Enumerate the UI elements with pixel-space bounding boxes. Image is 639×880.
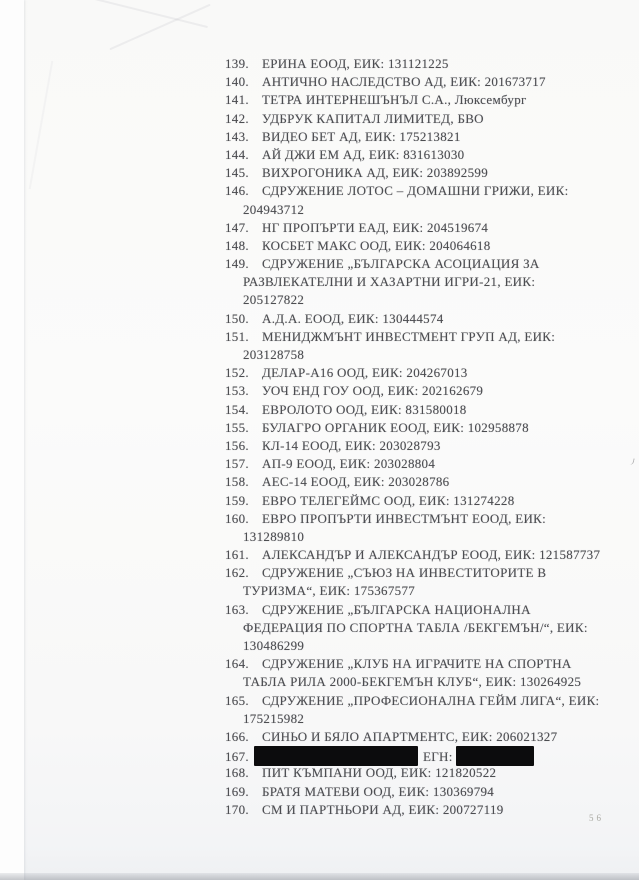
- list-item: [0, 801, 639, 819]
- entry-text: 130486299: [243, 638, 305, 653]
- list-item: [0, 237, 639, 255]
- entry-number: 153.: [225, 383, 249, 399]
- entry-text: СДРУЖЕНИЕ „СЪЮЗ НА ИНВЕСТИТОРИТЕ В: [262, 565, 547, 581]
- scan-bottom-edge: [0, 873, 639, 880]
- entry-text: СДРУЖЕНИЕ ЛОТОС – ДОМАШНИ ГРИЖИ, ЕИК:: [262, 183, 569, 199]
- entry-text: 203128758: [243, 347, 305, 362]
- list-item: [0, 219, 639, 237]
- entry-text: ЕРИНА ЕООД, ЕИК: 131121225: [262, 56, 449, 71]
- list-item: [0, 510, 639, 528]
- entry-text: УОЧ ЕНД ГОУ ООД, ЕИК: 202162679: [262, 383, 484, 399]
- list-item: [0, 164, 639, 182]
- entry-number: 156.: [225, 437, 249, 453]
- entry-text: БУЛАГРО ОРГАНИК ЕООД, ЕИК: 102958878: [262, 419, 529, 435]
- entry-number: 168.: [225, 765, 249, 781]
- entry-text: РАЗВЛЕКАТЕЛНИ И ХАЗАРТНИ ИГРИ-21, ЕИК:: [243, 274, 536, 290]
- entry-text: АП-9 ЕООД, ЕИК: 203028804: [262, 456, 436, 472]
- list-item: [0, 128, 639, 146]
- list-item-continuation: [0, 346, 639, 364]
- list-item: [0, 73, 639, 91]
- entry-number: 169.: [225, 783, 249, 799]
- entry-text: СДРУЖЕНИЕ „ПРОФЕСИОНАЛНА ГЕЙМ ЛИГА“, ЕИК:: [262, 692, 600, 708]
- entry-number: 149.: [225, 256, 249, 272]
- entry-number: 170.: [225, 801, 249, 817]
- entry-text: АЙ ДЖИ ЕМ АД, ЕИК: 831613030: [262, 146, 465, 162]
- entry-text: ПИТ КЪМПАНИ ООД, ЕИК: 121820522: [262, 765, 497, 781]
- list-item: [0, 255, 639, 273]
- company-list: [0, 55, 639, 819]
- entry-number: 141.: [225, 92, 249, 108]
- entry-number: 158.: [225, 474, 249, 490]
- entry-number: 161.: [225, 547, 249, 563]
- list-item: [0, 419, 639, 437]
- list-item-continuation: [0, 528, 639, 546]
- entry-text: СДРУЖЕНИЕ „КЛУБ НА ИГРАЧИТЕ НА СПОРТНА: [262, 656, 572, 672]
- list-item: [0, 601, 639, 619]
- entry-text: ВИХРОГОНИКА АД, ЕИК: 203892599: [262, 165, 489, 181]
- list-item: [0, 382, 639, 400]
- egn-label: ЕГН:: [423, 749, 453, 765]
- list-item: [0, 564, 639, 582]
- entry-text: 131289810: [243, 528, 305, 544]
- list-item: [0, 783, 639, 801]
- entry-number: 142.: [225, 110, 249, 126]
- list-item: [0, 692, 639, 710]
- entry-number: 157.: [225, 456, 249, 472]
- list-item: [0, 55, 639, 73]
- list-item: [0, 746, 639, 764]
- entry-number: 147.: [225, 219, 249, 235]
- list-item: [0, 728, 639, 746]
- entry-text: АЕС-14 ЕООД, ЕИК: 203028786: [262, 474, 450, 490]
- list-item-continuation: [0, 291, 639, 309]
- list-item: [0, 91, 639, 109]
- entry-number: 146.: [225, 183, 249, 199]
- entry-number: 163.: [225, 601, 249, 617]
- entry-text: ЕВРО ТЕЛЕГЕЙМС ООД, ЕИК: 131274228: [262, 492, 515, 508]
- list-item: [0, 110, 639, 128]
- entry-number: 167.: [225, 749, 249, 765]
- entry-number: 144.: [225, 146, 249, 162]
- entry-number: 159.: [225, 492, 249, 508]
- entry-number: 165.: [225, 692, 249, 708]
- entry-text: 205127822: [243, 292, 305, 308]
- entry-number: 164.: [225, 656, 249, 672]
- redaction-bar: [456, 746, 534, 766]
- list-item: [0, 364, 639, 382]
- entry-text: АЛЕКСАНДЪР И АЛЕКСАНДЪР ЕООД, ЕИК: 121587737: [262, 547, 601, 563]
- entry-number: 140.: [225, 74, 249, 90]
- entry-number: 139.: [225, 56, 249, 71]
- list-item: [0, 492, 639, 510]
- entry-text: 204943712: [243, 201, 305, 217]
- entry-text: СДРУЖЕНИЕ „БЪЛГАРСКА АСОЦИАЦИЯ ЗА: [262, 256, 540, 272]
- list-item: [0, 310, 639, 328]
- redaction-bar: [254, 746, 418, 766]
- list-item-continuation: [0, 619, 639, 637]
- entry-text: А.Д.А. ЕООД, ЕИК: 130444574: [262, 310, 444, 326]
- list-item: [0, 546, 639, 564]
- entry-text: ТЕТРА ИНТЕРНЕШЪНЪЛ С.А., Люксембург: [262, 92, 527, 108]
- entry-text: СМ И ПАРТНЬОРИ АД, ЕИК: 200727119: [262, 801, 504, 817]
- list-item-continuation: [0, 201, 639, 219]
- list-item: [0, 655, 639, 673]
- entry-text: ФЕДЕРАЦИЯ ПО СПОРТНА ТАБЛА /БЕКГЕМЪН/“, ЕИК:: [243, 619, 588, 635]
- list-item: [0, 146, 639, 164]
- entry-text: СИНЬО И БЯЛО АПАРТМЕНТС, ЕИК: 206021327: [262, 728, 558, 744]
- list-item: [0, 455, 639, 473]
- entry-text: ЕВРО ПРОПЪРТИ ИНВЕСТМЪНТ ЕООД, ЕИК:: [262, 510, 547, 526]
- entry-text: МЕНИДЖМЪНТ ИНВЕСТМЕНТ ГРУП АД, ЕИК:: [262, 328, 556, 344]
- entry-text: СДРУЖЕНИЕ „БЪЛГАРСКА НАЦИОНАЛНА: [262, 601, 531, 617]
- entry-number: 145.: [225, 165, 249, 181]
- entry-text: ТАБЛА РИЛА 2000-БЕКГЕМЪН КЛУБ“, ЕИК: 130264925: [243, 674, 582, 690]
- list-item: [0, 401, 639, 419]
- entry-number: 155.: [225, 419, 249, 435]
- entry-text: БРАТЯ МАТЕВИ ООД, ЕИК: 130369794: [262, 783, 495, 799]
- entry-number: 151.: [225, 328, 249, 344]
- list-item: [0, 437, 639, 455]
- list-item-continuation: [0, 273, 639, 291]
- entry-number: 148.: [225, 237, 249, 253]
- entry-text: КОСБЕТ МАКС ООД, ЕИК: 204064618: [262, 237, 491, 253]
- entry-number: 150.: [225, 310, 249, 326]
- entry-number: 154.: [225, 401, 249, 417]
- entry-number: 152.: [225, 365, 249, 381]
- entry-text: АНТИЧНО НАСЛЕДСТВО АД, ЕИК: 201673717: [262, 74, 546, 90]
- page-number: 56: [589, 813, 604, 823]
- entry-number: 162.: [225, 565, 249, 581]
- entry-text: УДБРУК КАПИТАЛ ЛИМИТЕД, БВО: [262, 110, 484, 126]
- entry-number: 143.: [225, 128, 249, 144]
- entry-number: 160.: [225, 510, 249, 526]
- list-item: [0, 473, 639, 491]
- list-item-continuation: [0, 710, 639, 728]
- list-item: [0, 328, 639, 346]
- list-item-continuation: [0, 673, 639, 691]
- entry-text: ВИДЕО БЕТ АД, ЕИК: 175213821: [262, 128, 461, 144]
- paper-crease: [109, 4, 210, 51]
- entry-number: 166.: [225, 728, 249, 744]
- list-item: [0, 182, 639, 200]
- entry-text: ЕВРОЛОТО ООД, ЕИК: 831580018: [262, 401, 467, 417]
- entry-text: ДЕЛАР-А16 ООД, ЕИК: 204267013: [262, 365, 468, 381]
- list-item: [0, 764, 639, 782]
- list-item-continuation: [0, 582, 639, 600]
- entry-text: ТУРИЗМА“, ЕИК: 175367577: [243, 583, 416, 599]
- entry-text: НГ ПРОПЪРТИ ЕАД, ЕИК: 204519674: [262, 219, 489, 235]
- entry-text: КЛ-14 ЕООД, ЕИК: 203028793: [262, 437, 441, 453]
- list-item-continuation: [0, 637, 639, 655]
- entry-text: 175215982: [243, 710, 305, 726]
